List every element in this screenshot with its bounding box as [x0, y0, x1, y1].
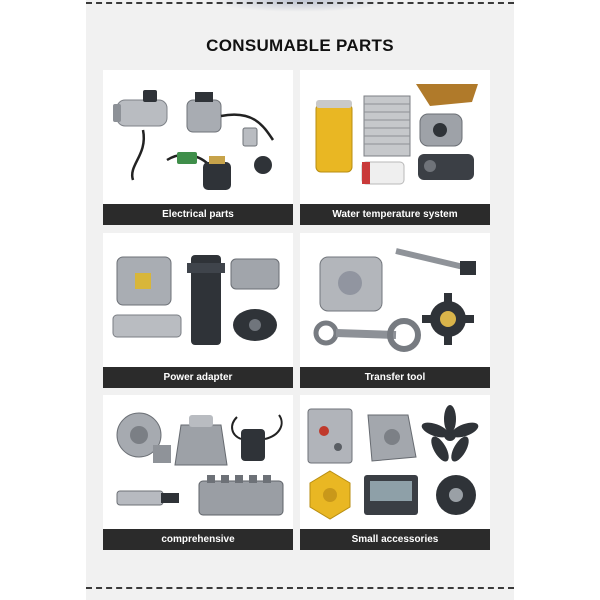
comprehensive-image — [103, 395, 293, 528]
small-accessories-image — [300, 395, 490, 528]
card-caption: Electrical parts — [103, 204, 293, 225]
card-power-adapter[interactable] — [103, 233, 293, 388]
water-temperature-system-image — [300, 70, 490, 203]
card-caption: Transfer tool — [300, 367, 490, 388]
card-small-accessories[interactable] — [300, 395, 490, 550]
card-water-temperature-system[interactable] — [300, 70, 490, 225]
card-caption: comprehensive — [103, 529, 293, 550]
page-title: CONSUMABLE PARTS — [206, 36, 394, 55]
bottom-dashed-divider — [86, 587, 514, 589]
transfer-tool-image — [300, 233, 490, 366]
card-comprehensive[interactable] — [103, 395, 293, 550]
card-caption: Power adapter — [103, 367, 293, 388]
electrical-parts-image — [103, 70, 293, 203]
card-caption: Small accessories — [300, 529, 490, 550]
card-electrical-parts[interactable] — [103, 70, 293, 225]
card-caption: Water temperature system — [300, 204, 490, 225]
top-dashed-divider — [86, 2, 514, 4]
card-transfer-tool[interactable] — [300, 233, 490, 388]
power-adapter-image — [103, 233, 293, 366]
